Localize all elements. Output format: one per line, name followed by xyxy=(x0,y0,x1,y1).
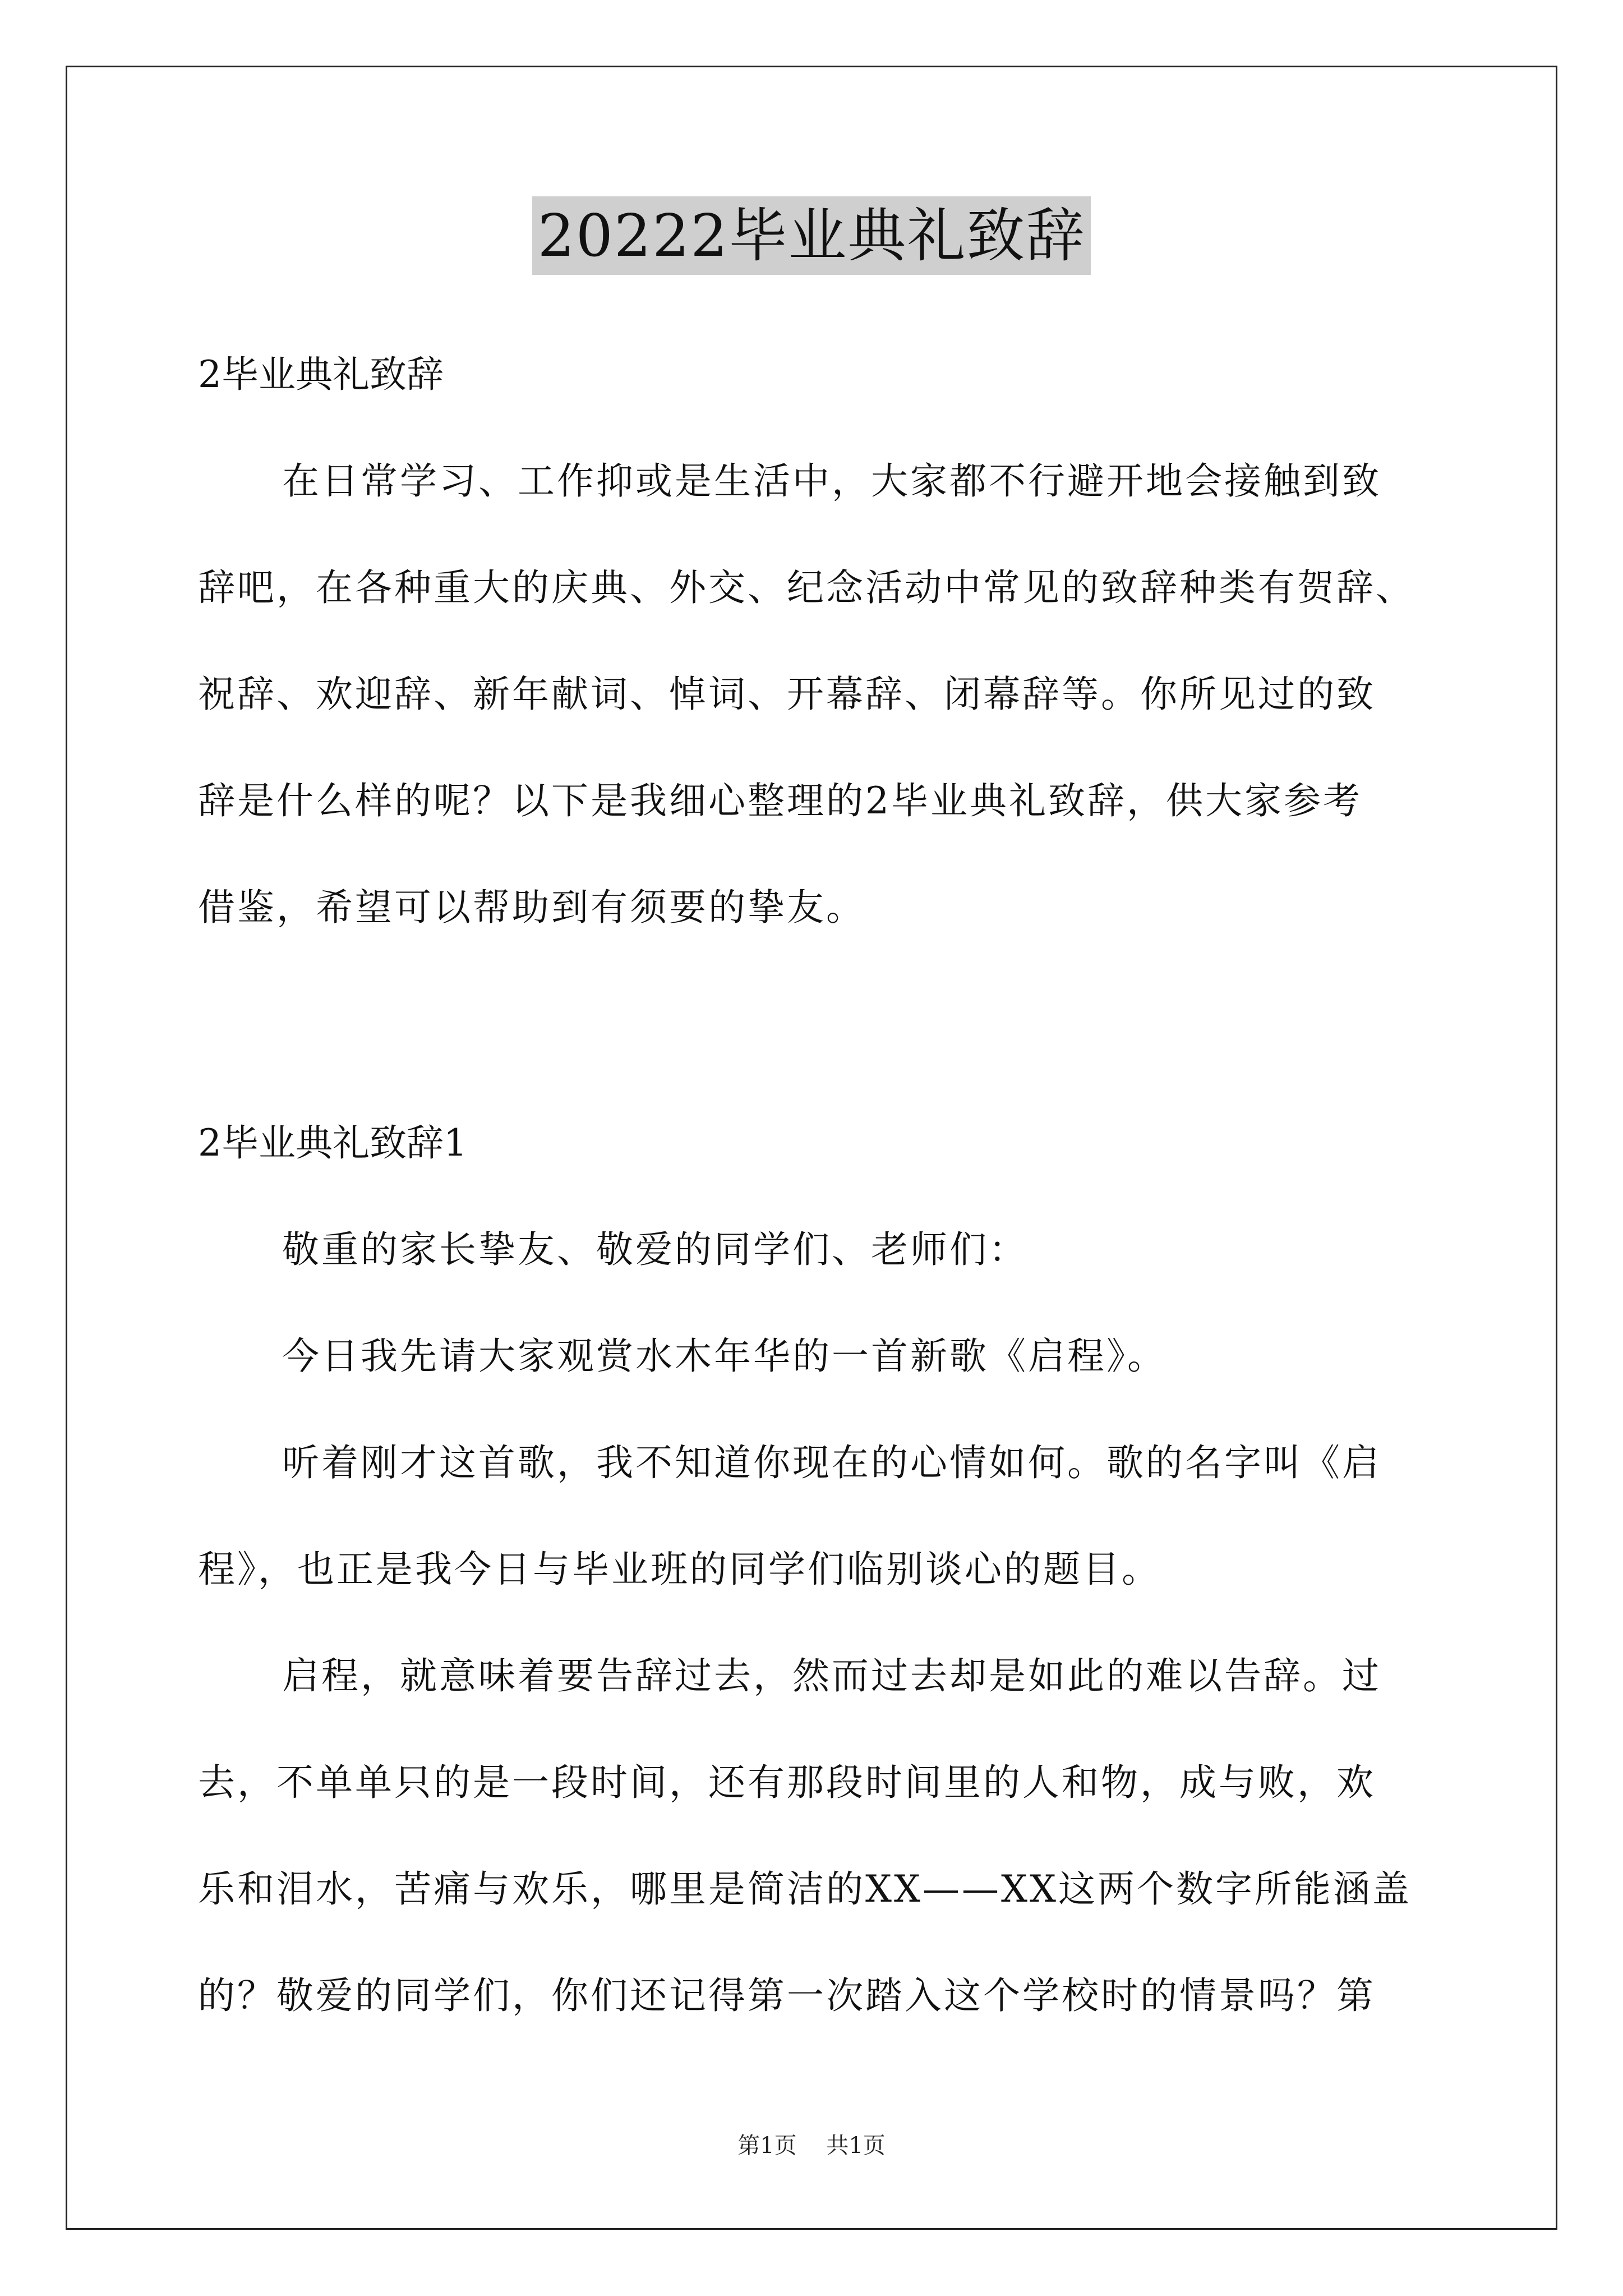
intro-line: 在日常学习、工作抑或是生活中，大家都不行避开地会接触到致 xyxy=(282,459,1381,503)
intro-line: 辞吧，在各种重大的庆典、外交、纪念活动中常见的致辞种类有贺辞、 xyxy=(198,566,1415,609)
section-heading: 2毕业典礼致辞 xyxy=(198,353,444,396)
paragraph-line: 今日我先请大家观赏水木年华的一首新歌《启程》。 xyxy=(282,1335,1166,1378)
paragraph-line: 的？敬爱的同学们，你们还记得第一次踏入这个学校时的情景吗？第 xyxy=(198,1974,1376,2017)
section-heading: 2毕业典礼致辞1 xyxy=(198,1121,467,1165)
document-body xyxy=(198,348,1449,2022)
intro-line: 祝辞、欢迎辞、新年献词、悼词、开幕辞、闭幕辞等。你所见过的致 xyxy=(198,673,1376,716)
page-number: 第1页 xyxy=(737,2133,797,2159)
paragraph-line: 启程，就意味着要告辞过去，然而过去却是如此的难以告辞。过 xyxy=(282,1654,1381,1697)
intro-line: 辞是什么样的呢？以下是我细心整理的2毕业典礼致辞，供大家参考 xyxy=(198,779,1362,822)
title-container xyxy=(0,196,1623,275)
intro-line: 借鉴，希望可以帮助到有须要的挚友。 xyxy=(198,886,865,929)
page-footer xyxy=(0,2129,1623,2162)
paragraph-line: 听着刚才这首歌，我不知道你现在的心情如何。歌的名字叫《启 xyxy=(282,1441,1381,1484)
paragraph-line: 去，不单单只的是一段时间，还有那段时间里的人和物，成与败，欢 xyxy=(198,1761,1376,1804)
document-title: 20222毕业典礼致辞 xyxy=(532,196,1091,275)
page-total: 共1页 xyxy=(826,2133,886,2159)
salutation: 敬重的家长挚友、敬爱的同学们、老师们： xyxy=(282,1228,1028,1271)
paragraph-line: 乐和泪水，苦痛与欢乐，哪里是简洁的XX——XX这两个数字所能涵盖 xyxy=(198,1867,1412,1911)
paragraph-line: 程》，也正是我今日与毕业班的同学们临别谈心的题目。 xyxy=(198,1548,1161,1591)
